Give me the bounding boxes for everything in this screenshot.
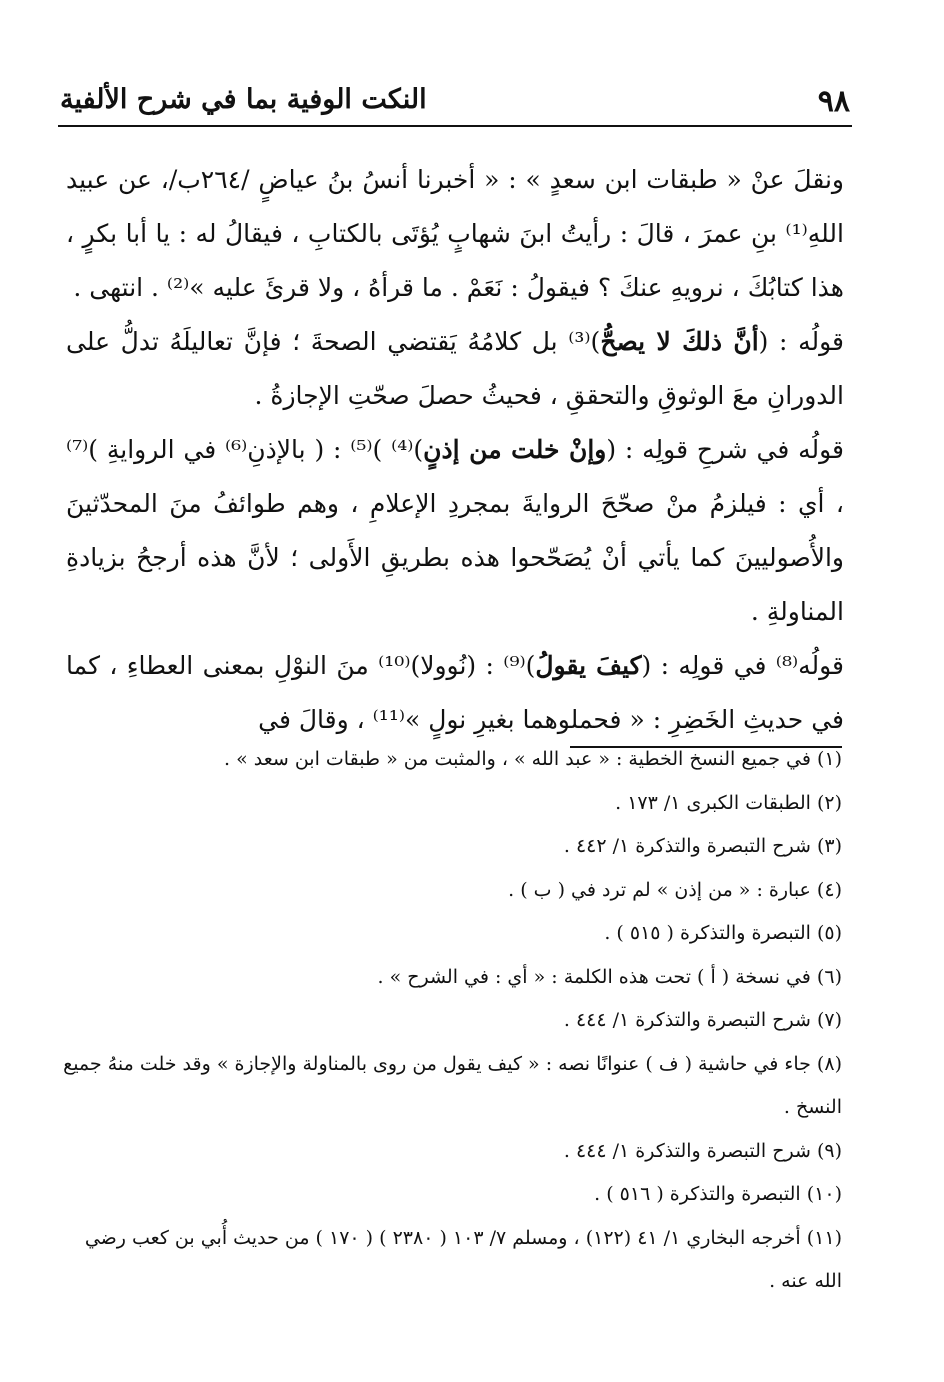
footnotes	[52, 738, 842, 1304]
paragraph-3	[66, 423, 844, 639]
paragraph-2-lead: قولُه : (	[758, 327, 844, 356]
footnote-3: (٣) شرح التبصرة والتذكرة ١/ ٤٤٢ .	[563, 835, 842, 857]
footnote-9: (٩) شرح التبصرة والتذكرة ١/ ٤٤٤ .	[563, 1139, 842, 1162]
quoted-phrase: وإنْ خلت من إذنٍ	[423, 435, 607, 464]
footnote-1: (١) في جميع النسخ الخطية : « عبد الله » ، والمثبت من « طبقات ابن سعد » .	[224, 748, 842, 770]
footnote-5: (٥) التبصرة والتذكرة ( ٥١٥ ) .	[604, 922, 842, 944]
footnote-10: (١٠) التبصرة والتذكرة ( ٥١٦ ) .	[594, 1183, 842, 1205]
paragraph-1: ونقلَ عنْ « طبقات ابن سعدٍ » : « أخبرنا أنسُ بنُ عياضٍ /٢٦٤ب/، عن عبيد اللهِ⁽¹⁾ بنِ عمرَ ، قالَ : رأيتُ ابنَ شهابٍ يُؤتَى بالكتابِ ، فيقالُ له : يا أبا بكرٍ ، هذا كتابُكَ ، نرويهِ عنكَ ؟ فيقولُ : نَعَمْ . ما قرأهُ ، ولا قرئَ عليه »⁽²⁾ . انتهى .	[66, 165, 844, 302]
running-title: النكت الوفية بما في شرح الألفية	[60, 84, 427, 115]
footnote-2: (٢) الطبقات الكبرى ١/ ١٧٣ .	[615, 791, 842, 814]
header-rule	[58, 125, 852, 127]
paragraph-4	[66, 639, 844, 747]
footnote-11: (١١) أخرجه البخاري ١/ ٤١ (١٢٢) ، ومسلم ٧/ ١٠٣ ( ٢٣٨٠ ) ( ١٧٠ ) من حديث أُبي بن كعب رضي الله عنه .	[84, 1226, 842, 1292]
footnote-7: (٧) شرح التبصرة والتذكرة ١/ ٤٤٤ .	[563, 1009, 842, 1031]
footnote-6: (٦) في نسخة ( أ ) تحت هذه الكلمة : « أي : في الشرح » .	[377, 965, 842, 988]
quoted-phrase: كيفَ يقولُ	[535, 651, 642, 680]
page-header	[60, 78, 850, 122]
quoted-phrase: أنَّ ذلكَ لا يصحُّ	[600, 327, 759, 356]
footnote-4: (٤) عبارة : « من إذن » لم ترد في ( ب ) .	[508, 878, 842, 901]
paragraph-4-rest: )⁽⁹⁾ : (نُوولا)⁽¹⁰⁾ منَ النوْلِ بمعنى العطاءِ ، كما في حديثِ الخَضِرِ : « فحملوهما بغيرِ نولٍ »⁽¹¹⁾ ، وقالَ في	[66, 651, 844, 734]
paragraph-3-rest: )⁽⁴⁾ )⁽⁵⁾ : ( بالإذنِ⁽⁶⁾ في الروايةِ )⁽⁷⁾ ، أي : فيلزمُ منْ صحّحَ الروايةَ بمجردِ الإعلامِ ، وهم طوائفُ منَ المحدّثينَ والأُصوليينَ كما يأتي أنْ يُصَحّحوا هذه بطريقِ الأَولى ؛ لأنَّ هذه أرجحُ بزيادةِ المناولةِ .	[66, 435, 844, 626]
footnote-8: (٨) جاء في حاشية ( ف ) عنوانًا نصه : « كيف يقول من روى بالمناولة والإجازة » وقد خلت منهُ جميع النسخ .	[63, 1052, 842, 1118]
main-text	[66, 153, 844, 747]
paragraph-4-lead: قولُه⁽⁸⁾ في قولِه : (	[641, 651, 844, 680]
page-number: ٩٨	[817, 84, 850, 119]
paragraph-3-lead: قولُه في شرحِ قولِه : (	[606, 435, 844, 464]
paragraph-2	[66, 315, 844, 423]
paragraph-2-rest: )⁽³⁾ بل كلامُهُ يَقتضي الصحةَ ؛ فإنَّ تعاليلَهُ تدلُّ على الدورانِ معَ الوثوقِ والتحققِ ، فحيثُ حصلَ صحّتِ الإجازةُ .	[66, 327, 844, 410]
